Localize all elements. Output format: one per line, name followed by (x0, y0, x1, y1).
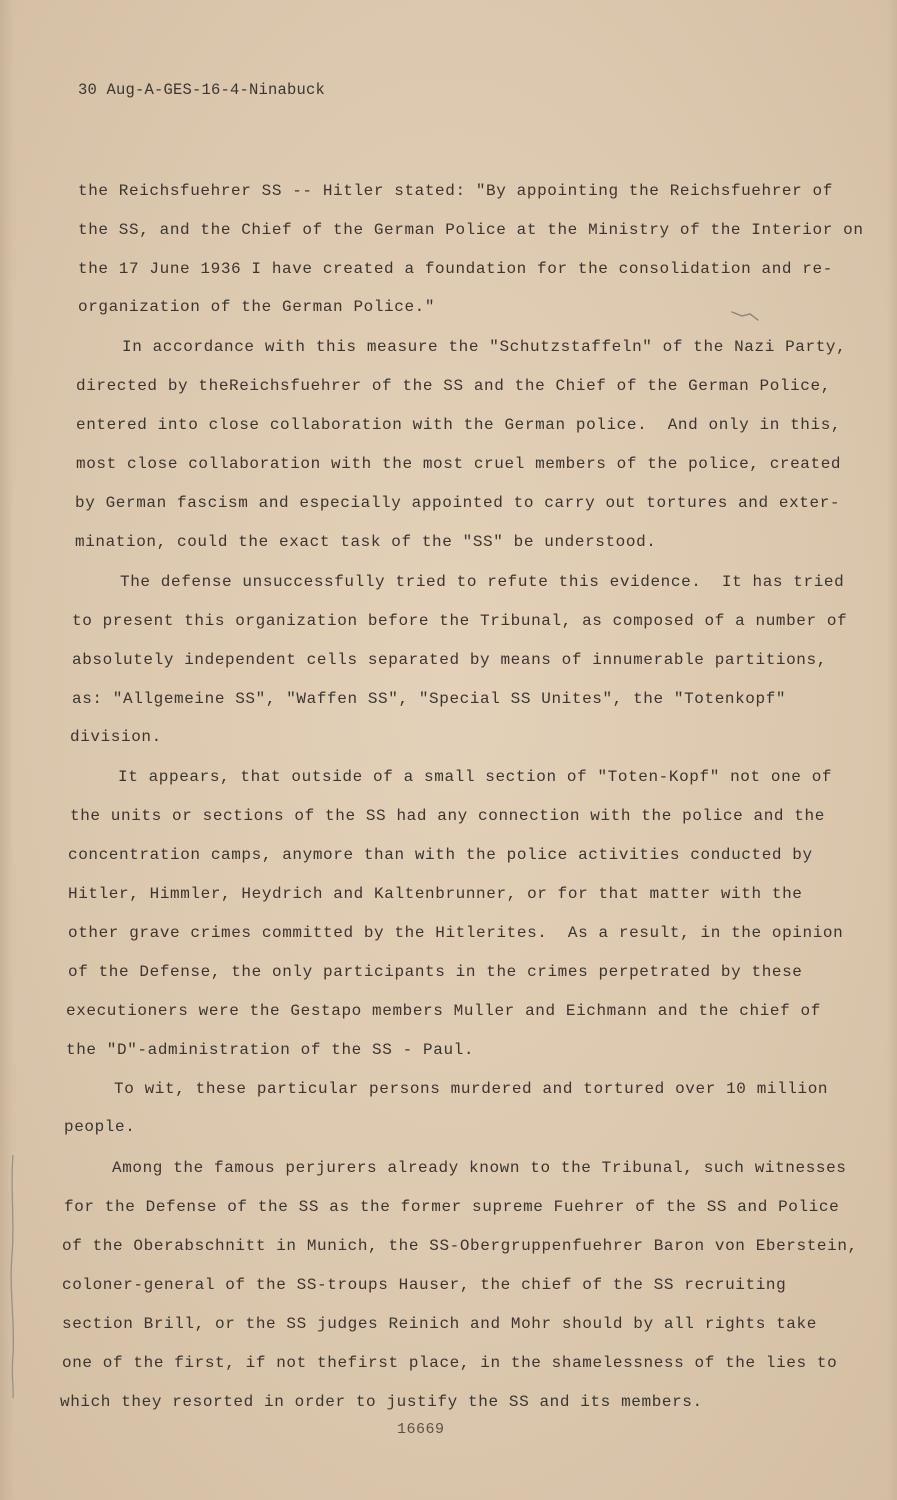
text-line-12: to present this organization before the Tribunal, as composed of a number of (72, 612, 848, 630)
text-line-13: absolutely independent cells separated by means of innumerable partitions, (72, 651, 827, 669)
text-line-3: the 17 June 1936 I have created a foundation for the consolidation and re- (78, 260, 833, 278)
text-line-14: as: "Allgemeine SS", "Waffen SS", "Special SS Unites", the "Totenkopf" (72, 690, 787, 708)
text-line-8: most close collaboration with the most cruel members of the police, created (76, 455, 842, 473)
paper-edge-shadow-right (887, 0, 897, 1500)
text-line-31: one of the first, if not thefirst place, in the shamelessness of the lies to (62, 1354, 838, 1372)
text-line-22: executioners were the Gestapo members Muller and Eichmann and the chief of (66, 1002, 821, 1020)
text-line-27: for the Defense of the SS as the former supreme Fuehrer of the SS and Police (64, 1198, 840, 1216)
text-line-15: division. (70, 728, 162, 746)
text-line-4: organization of the German Police." (78, 298, 436, 316)
text-line-21: of the Defense, the only participants in the crimes perpetrated by these (68, 963, 803, 981)
text-line-32: which they resorted in order to justify the SS and its members. (60, 1393, 703, 1411)
text-line-20: other grave crimes committed by the Hitlerites. As a result, in the opinion (68, 924, 844, 942)
page-number: 16669 (397, 1421, 445, 1438)
text-line-28: of the Oberabschnitt in Munich, the SS-Obergruppenfuehrer Baron von Eberstein, (62, 1237, 858, 1255)
text-line-30: section Brill, or the SS judges Reinich and Mohr should by all rights take (62, 1315, 817, 1333)
text-line-1: the Reichsfuehrer SS -- Hitler stated: "By appointing the Reichsfuehrer of (78, 182, 833, 200)
text-line-2: the SS, and the Chief of the German Police at the Ministry of the Interior on (78, 221, 864, 239)
text-line-25: people. (64, 1118, 136, 1136)
text-line-6: directed by theReichsfuehrer of the SS and the Chief of the German Police, (76, 377, 831, 395)
text-line-7: entered into close collaboration with the German police. And only in this, (76, 416, 842, 434)
document-header-reference: 30 Aug-A-GES-16-4-Ninabuck (78, 81, 326, 99)
text-line-18: concentration camps, anymore than with the police activities conducted by (68, 846, 813, 864)
text-line-23: the "D"-administration of the SS - Paul. (66, 1041, 475, 1059)
text-line-19: Hitler, Himmler, Heydrich and Kaltenbrunner, or for that matter with the (68, 885, 803, 903)
pencil-mark-icon (730, 308, 760, 324)
text-line-5: In accordance with this measure the "Schutzstaffeln" of the Nazi Party, (122, 338, 847, 356)
text-line-9: by German fascism and especially appointed to carry out tortures and exter- (75, 494, 841, 512)
text-line-17: the units or sections of the SS had any connection with the police and the (70, 807, 825, 825)
text-line-26: Among the famous perjurers already known to the Tribunal, such witnesses (112, 1159, 847, 1177)
text-line-16: It appears, that outside of a small section of "Toten-Kopf" not one of (118, 768, 833, 786)
text-line-10: mination, could the exact task of the "SS" be understood. (75, 533, 657, 551)
text-line-11: The defense unsuccessfully tried to refute this evidence. It has tried (120, 573, 845, 591)
text-line-29: coloner-general of the SS-troups Hauser, the chief of the SS recruiting (62, 1276, 787, 1294)
margin-pencil-marks-icon (6, 1150, 20, 1400)
text-line-24: To wit, these particular persons murdered and tortured over 10 million (114, 1080, 829, 1098)
